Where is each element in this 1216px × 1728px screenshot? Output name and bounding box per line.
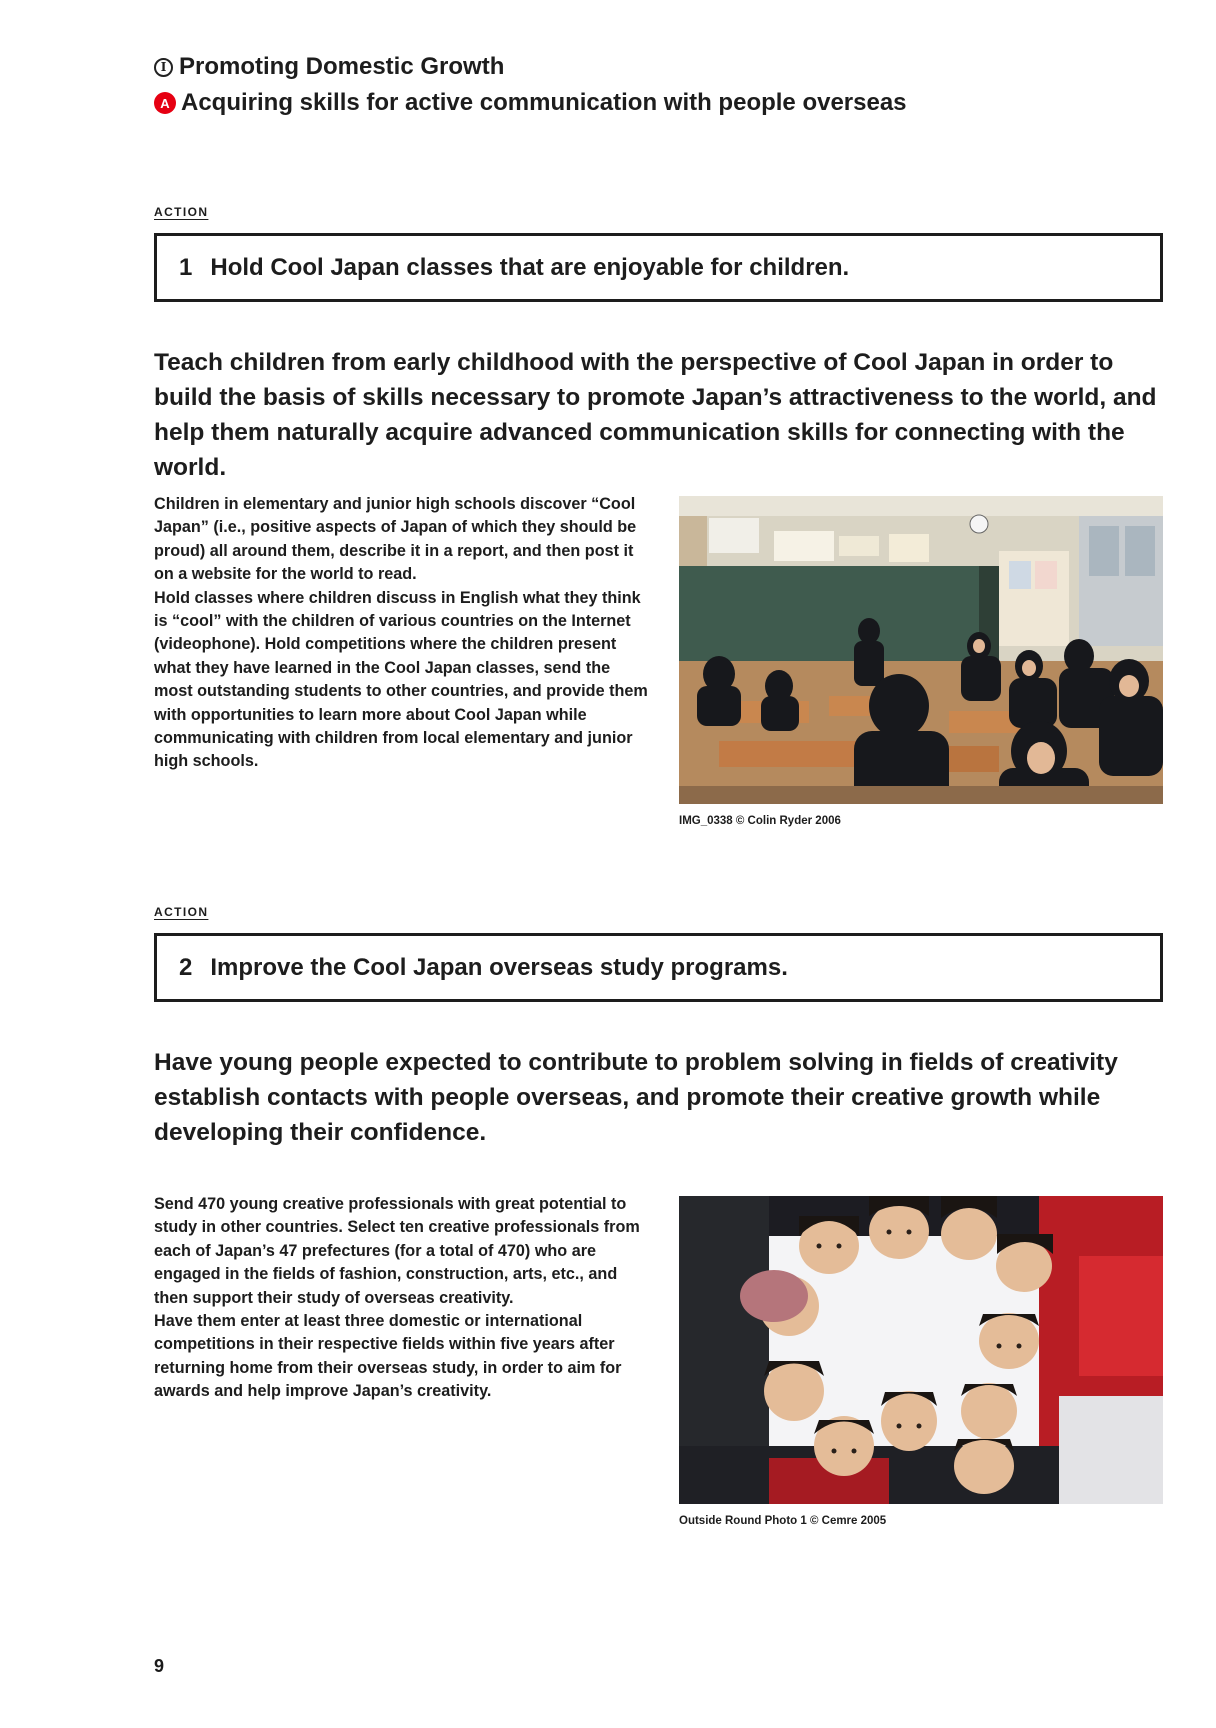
- body-paragraph: Have them enter at least three domestic or international competitions in their respective fields within five years after returning home from their overseas study, in order to aim for awards and help improve Japan’s creativity.: [154, 1312, 622, 1401]
- action-lead: Have young people expected to contribute to problem solving in fields of creativity establish contacts with people overseas, and promote their creative growth while developing their confidence.: [154, 1049, 1118, 1146]
- action-label: ACTION: [154, 205, 209, 219]
- action-label: ACTION: [154, 905, 209, 919]
- photo-caption: IMG_0338 © Colin Ryder 2006: [679, 815, 841, 827]
- photo-caption: Outside Round Photo 1 © Cemre 2005: [679, 1515, 887, 1527]
- page-number: 9: [154, 1656, 165, 1676]
- action-number: 2: [179, 953, 193, 981]
- action-title-box: [154, 933, 1163, 1002]
- classroom-photo: [679, 496, 1163, 804]
- roman-numeral-badge: I: [154, 58, 173, 77]
- action-body: [154, 493, 652, 774]
- action-body: [154, 1193, 652, 1404]
- action-lead: Teach children from early childhood with the perspective of Cool Japan in order to build the basis of skills necessary to promote Japan’s attractiveness to the world, and help them naturally acquire advanced communication skills for connecting with the world.: [154, 349, 1157, 481]
- subsection-heading: [154, 89, 907, 117]
- letter-badge: A: [154, 92, 176, 114]
- group-circle-photo: [679, 1196, 1163, 1504]
- body-paragraph: Hold classes where children discuss in English what they think is “cool” with the children of various countries on the Internet (videophone). Hold competitions where the children present what they have learned in the Cool Japan classes, send the most outstanding students to other countries, and provide them with opportunities to learn more about Cool Japan while communicating with children from local elementary and junior high schools.: [154, 588, 648, 771]
- section-heading: [154, 53, 504, 81]
- body-paragraph: Children in elementary and junior high schools discover “Cool Japan” (i.e., positive aspects of Japan of which they should be proud) all around them, describe it in a report, and then post it on a website for the world to read.: [154, 495, 637, 584]
- body-paragraph: Send 470 young creative professionals with great potential to study in other countries. Select ten creative professionals from each of Japan’s 47 prefectures (for a total of 470) who are engaged in the fields of fashion, construction, arts, etc., and then support their study of overseas creativity.: [154, 1195, 640, 1307]
- action-number: 1: [179, 253, 193, 281]
- action-title: Hold Cool Japan classes that are enjoyable for children.: [210, 253, 850, 281]
- action-title: Improve the Cool Japan overseas study programs.: [210, 953, 788, 981]
- subsection-title: Acquiring skills for active communication with people overseas: [181, 89, 907, 116]
- action-title-box: [154, 233, 1163, 302]
- section-title: Promoting Domestic Growth: [179, 53, 505, 80]
